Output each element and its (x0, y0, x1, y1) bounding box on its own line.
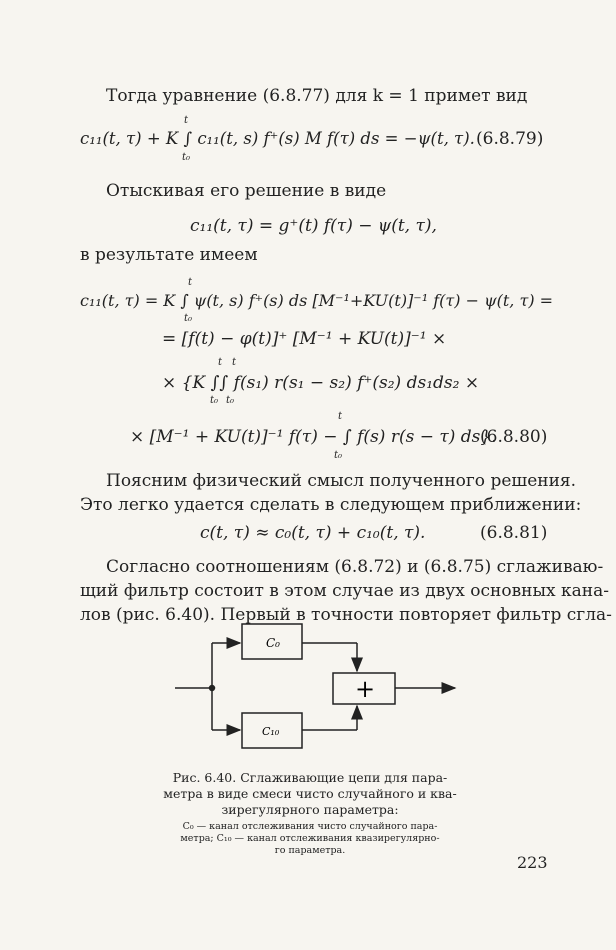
paragraph-meaning-line-1: Поясним физический смысл полученного решения. (106, 471, 577, 491)
figure-caption-line-3: зирегулярного параметра: (221, 802, 399, 817)
paragraph-solution-form: Отыскивая его решение в виде (106, 181, 387, 201)
figure-caption-line-2: метра в виде смеси чисто случайного и ква- (163, 786, 457, 801)
paragraph-filter-line-1: Согласно соотношениям (6.8.72) и (6.8.75) сглаживаю- (106, 557, 604, 577)
summer-plus-label: + (355, 675, 376, 703)
integral-upper-limit: t (338, 411, 343, 422)
equation-number-6-8-79: (6.8.79) (476, 129, 544, 149)
equation-number-6-8-81: (6.8.81) (480, 523, 548, 543)
equation-solution-form: c₁₁(t, τ) = g⁺(t) f(τ) − ψ(t, τ), (190, 216, 437, 236)
equation-6-8-80-line-4: × [M⁻¹ + KU(t)]⁻¹ f(τ) − ∫ f(s) r(s − τ) ds}. (130, 427, 497, 447)
integral-upper-limit: t (232, 357, 237, 368)
paragraph-filter-line-3: лов (рис. 6.40). Первый в точности повторяет фильтр сгла- (80, 605, 612, 625)
equation-6-8-80-line-3: × {K ∫∫ f(s₁) r(s₁ − s₂) f⁺(s₂) ds₁ds₂ × (162, 373, 480, 393)
figure-caption-line-1: Рис. 6.40. Сглаживающие цепи для пара- (172, 770, 448, 785)
integral-lower-limit: t₀ (182, 152, 191, 163)
block-c0-label: C₀ (266, 636, 280, 650)
integral-lower-limit: t₀ (226, 395, 235, 406)
integral-upper-limit: t (188, 277, 193, 288)
figure-legend-line-3: го параметра. (274, 845, 346, 856)
integral-lower-limit: t₀ (210, 395, 219, 406)
equation-6-8-80-line-2: = [f(t) − φ(t)]⁺ [M⁻¹ + KU(t)]⁻¹ × (162, 329, 447, 349)
paragraph-result: в результате имеем (80, 245, 258, 265)
figure-legend-line-1: C₀ — канал отслеживания чисто случайного пара- (182, 821, 438, 832)
paragraph-filter-line-2: щий фильтр состоит в этом случае из двух основных кана- (80, 581, 609, 601)
equation-6-8-80-line-1: c₁₁(t, τ) = K ∫ ψ(t, s) f⁺(s) ds [M⁻¹+KU(t)]⁻¹ f(τ) − ψ(t, τ) = (80, 291, 554, 310)
paragraph-intro: Тогда уравнение (6.8.77) для k = 1 примет вид (106, 86, 528, 106)
integral-lower-limit: t₀ (334, 450, 343, 461)
integral-upper-limit: t (218, 357, 223, 368)
equation-6-8-79: c₁₁(t, τ) + K ∫ c₁₁(t, s) f⁺(s) M f(τ) ds = −ψ(t, τ). (80, 129, 475, 148)
integral-upper-limit: t (184, 115, 189, 126)
page-number: 223 (517, 853, 548, 872)
equation-6-8-81: c(t, τ) ≈ c₀(t, τ) + c₁₀(t, τ). (200, 523, 426, 543)
integral-lower-limit: t₀ (184, 313, 193, 324)
figure-legend-line-2: метра; C₁₀ — канал отслеживания квазирегулярно- (180, 833, 440, 844)
block-c10-label: C₁₀ (262, 725, 280, 738)
equation-number-6-8-80: (6.8.80) (480, 427, 548, 447)
paragraph-meaning-line-2: Это легко удается сделать в следующем приближении: (80, 495, 582, 515)
